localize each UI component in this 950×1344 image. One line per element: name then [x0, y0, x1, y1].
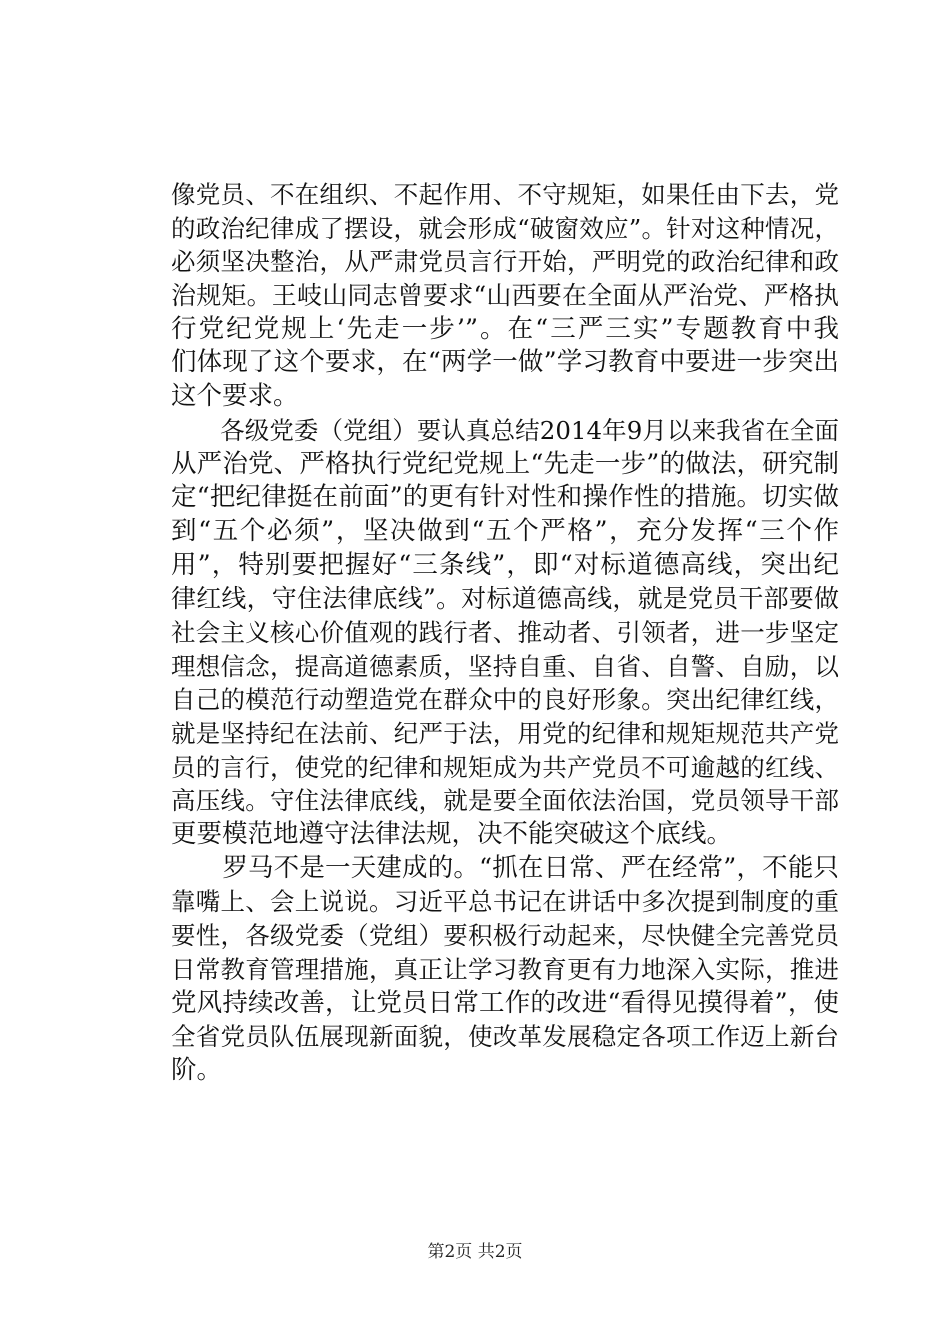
text-line: 高压线。守住法律底线，就是要全面依法治国，党员领导干部 — [171, 786, 839, 816]
text-line: 就是坚持纪在法前、纪严于法，用党的纪律和规矩规范共产党 — [171, 719, 839, 748]
text-line: 们体现了这个要求，在“两学一做”学习教育中要进一步突出 — [171, 347, 839, 378]
text-line: 社会主义核心价值观的践行者、推动者、引领者，进一步坚定 — [171, 617, 839, 647]
text-line: 到“五个必须”，坚决做到“五个严格”，充分发挥“三个作 — [171, 515, 839, 546]
text-line: 定“把纪律挺在前面”的更有针对性和操作性的措施。切实做 — [171, 482, 839, 513]
text-line: 要性，各级党委（党组）要积极行动起来，尽快健全完善党员 — [171, 921, 839, 951]
text-line: 自己的模范行动塑造党在群众中的良好形象。突出纪律红线， — [171, 685, 839, 715]
text-line: 党风持续改善，让党员日常工作的改进“看得见摸得着”，使 — [171, 987, 839, 1018]
text-line: 全省党员队伍展现新面貌，使改革发展稳定各项工作迈上新台 — [171, 1022, 839, 1052]
page-number-footer: 第2页 共2页 — [427, 1242, 523, 1262]
text-line: 阶。 — [171, 1054, 223, 1085]
text-line: 更要模范地遵守法律法规，决不能突破这个底线。 — [171, 819, 733, 850]
text-line: 律红线，守住法律底线”。对标道德高线，就是党员干部要做 — [171, 584, 839, 614]
text-line: 必须坚决整治，从严肃党员言行开始，严明党的政治纪律和政 — [171, 247, 839, 277]
text-line: 的政治纪律成了摆设，就会形成“破窗效应”。针对这种情况， — [171, 213, 839, 243]
text-line: 行党纪党规上‘先走一步’”。在“三严三实”专题教育中我 — [171, 313, 839, 344]
text-line: 用”，特别要把握好“三条线”，即“对标道德高线，突出纪 — [171, 549, 839, 580]
text-line: 像党员、不在组织、不起作用、不守规矩，如果任由下去，党 — [171, 180, 839, 209]
text-line: 员的言行，使党的纪律和规矩成为共产党员不可逾越的红线、 — [171, 752, 839, 782]
document-body — [171, 178, 839, 1088]
paragraph-start-line: 罗马不是一天建成的。“抓在日常、严在经常”，不能只 — [171, 852, 839, 883]
text-line: 理想信念，提高道德素质，坚持自重、自省、自警、自励，以 — [171, 651, 839, 681]
paragraph-start-line: 各级党委（党组）要认真总结2014年9月以来我省在全面 — [171, 415, 839, 445]
text-line: 靠嘴上、会上说说。习近平总书记在讲话中多次提到制度的重 — [171, 887, 839, 917]
text-line: 从严治党、严格执行党纪党规上“先走一步”的做法，研究制 — [171, 448, 839, 479]
text-line: 这个要求。 — [171, 381, 299, 412]
text-line: 日常教育管理措施，真正让学习教育更有力地深入实际，推进 — [171, 954, 839, 984]
text-line: 治规矩。王岐山同志曾要求“山西要在全面从严治党、严格执 — [171, 281, 839, 311]
